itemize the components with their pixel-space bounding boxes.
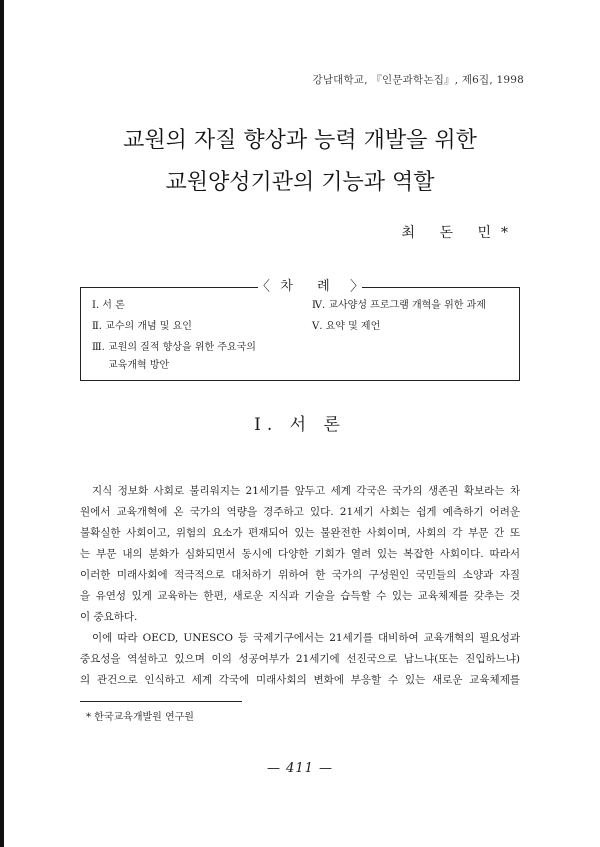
- toc-item: 교육개혁 방안: [108, 360, 170, 371]
- page-number: — 411 —: [266, 761, 334, 776]
- journal-citation: 강남대학교, 『인문과학논집』, 제6집, 1998: [312, 74, 524, 86]
- toc-heading: [258, 277, 362, 297]
- section-heading: Ⅰ. 서 론: [254, 415, 346, 435]
- footnote-divider: [80, 701, 242, 702]
- toc-bracket-right: 〉: [350, 279, 364, 295]
- toc-item: Ⅲ. 교원의 질적 향상을 위한 주요국의: [92, 342, 256, 353]
- title-line-1: 교원의 자질 향상과 능력 개발을 위한: [123, 128, 477, 153]
- body-text-line: 이 중요하다.: [80, 611, 138, 623]
- toc-bracket-left: 〈: [256, 279, 270, 295]
- body-text-line: 는 부문 내의 분화가 심화되면서 동시에 다양한 기회가 열려 있는 복잡한 사회이다. 따라서: [80, 548, 520, 560]
- body-text-line: 이러한 미래사회에 적극적으로 대처하기 위하여 한 국가의 구성원인 국민들의 소양과 자질: [80, 569, 520, 581]
- footnote: * 한국교육개발원 연구원: [86, 712, 194, 723]
- body-text-line: 을 유연성 있게 교육하는 한편, 새로운 지식과 기술을 습득할 수 있는 교육체제를 갖추는 것: [80, 590, 520, 602]
- body-text-line: 중요성을 역설하고 있으며 이의 성공여부가 21세기에 선진국으로 남느냐(또는 진입하느냐): [80, 653, 520, 665]
- toc-heading-text: 차 례: [280, 279, 340, 294]
- toc-item: Ⅰ. 서 론: [92, 300, 125, 311]
- body-text-line: 원에서 교육개혁에 온 국가의 역량을 경주하고 있다. 21세기 사회는 쉽게 예측하기 어려운: [80, 506, 520, 518]
- toc-item: Ⅳ. 교사양성 프로그램 개혁을 위한 과제: [312, 300, 486, 311]
- body-text-line: 이에 따라 OECD, UNESCO 등 국제기구에서는 21세기를 대비하여 교육개혁의 필요성과: [92, 632, 520, 644]
- toc-item: Ⅴ. 요약 및 제언: [312, 321, 381, 332]
- body-text-line: 지식 정보화 사회로 불리워지는 21세기를 앞두고 세계 각국은 국가의 생존권 확보라는 차: [92, 485, 520, 497]
- toc-item: Ⅱ. 교수의 개념 및 요인: [92, 321, 192, 332]
- body-text-line: 의 관건으로 인식하고 세계 각국에 미래사회의 변화에 부응할 수 있는 새로운 교육체제를: [80, 674, 520, 686]
- title-line-2: 교원양성기관의 기능과 역할: [165, 170, 435, 195]
- author-name: 최 돈 민*: [401, 225, 518, 241]
- body-text-line: 불확실한 사회이고, 위험의 요소가 편재되어 있는 불완전한 사회이며, 사회의 각 부문 간 또: [80, 527, 520, 539]
